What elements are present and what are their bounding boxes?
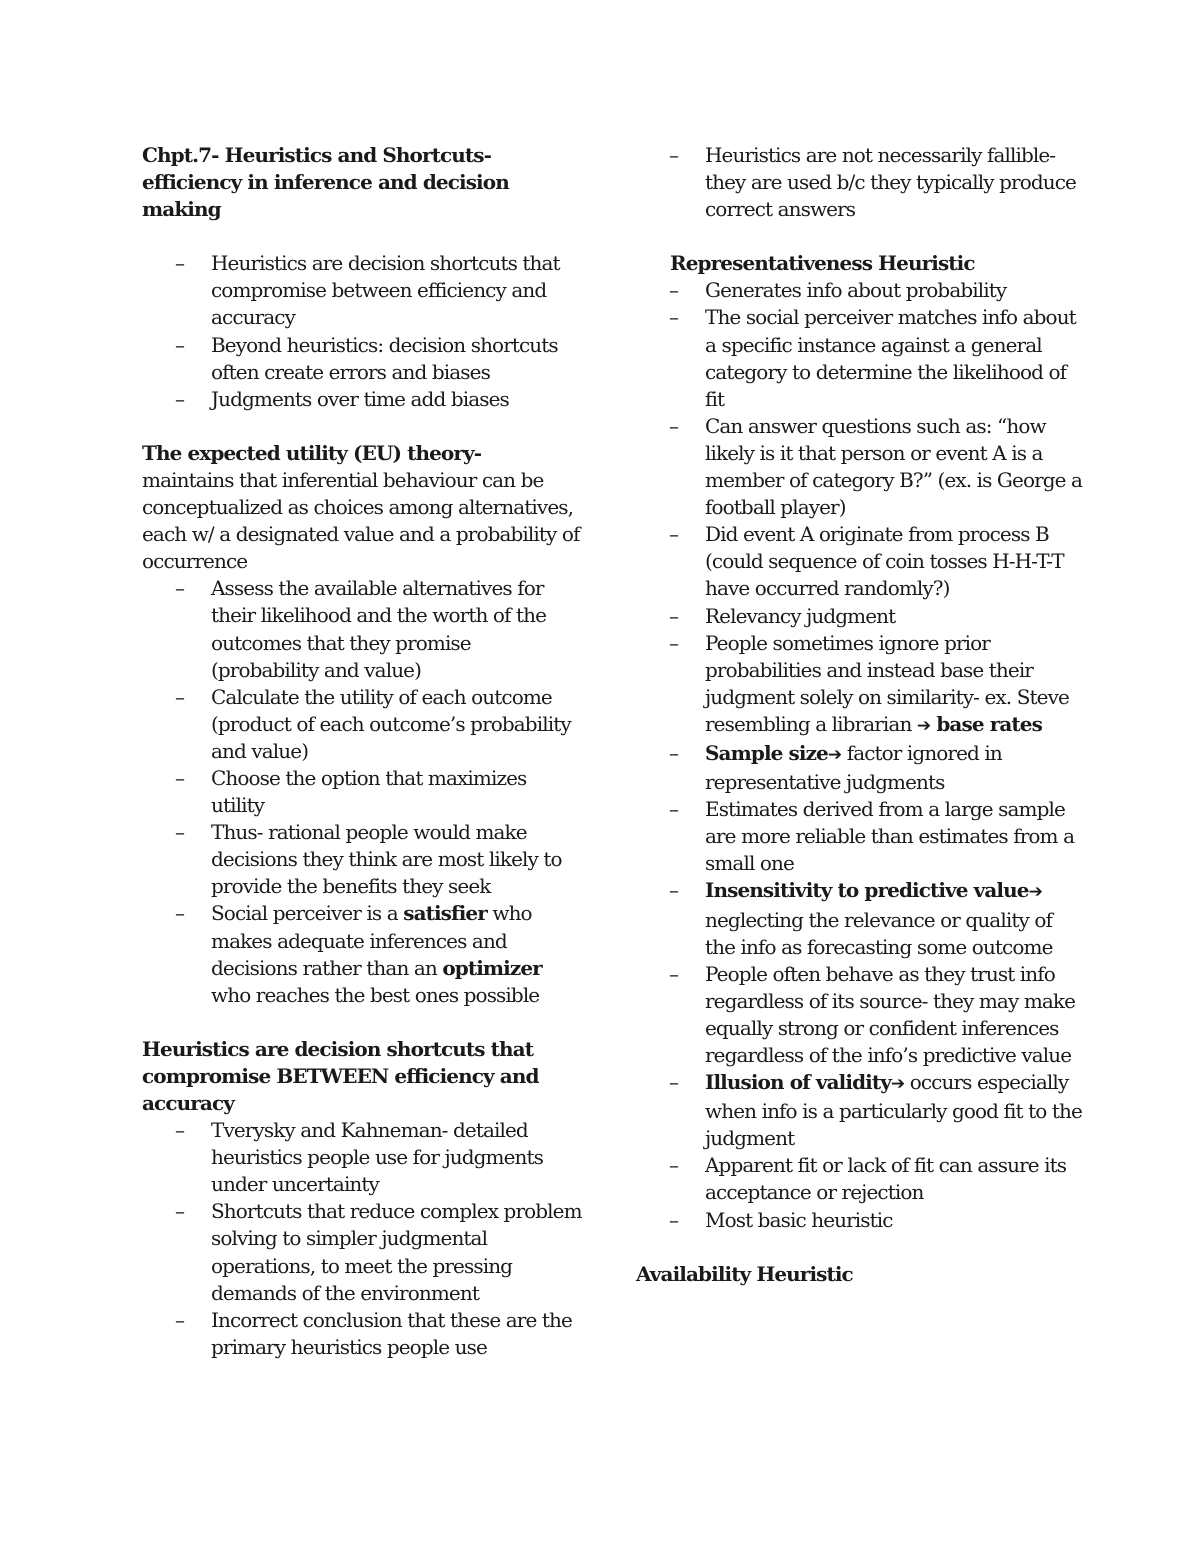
eu-list xyxy=(142,575,582,1009)
list-item-satisfier xyxy=(211,900,582,1008)
availability-heading: Availability Heuristic xyxy=(636,1261,853,1286)
list-item: – Choose the option that maximizes utility xyxy=(211,765,582,819)
spacer xyxy=(636,223,1086,250)
text-run: People sometimes ignore prior probabilities and instead base their judgment solely on similarity- ex. Steve resembling a librarian xyxy=(705,630,1069,736)
list-item: – Estimates derived from a large sample are more reliable than estimates from a small one xyxy=(705,796,1086,877)
spacer xyxy=(142,1009,582,1036)
intro-list xyxy=(142,250,582,413)
list-item: – Assess the available alternatives for their likelihood and the worth of the outcomes that they promise (probability and value) xyxy=(211,575,582,683)
list-item: – Beyond heuristics: decision shortcuts often create errors and biases xyxy=(211,332,582,386)
term-sample-size: Sample size xyxy=(705,740,828,765)
list-item: – Judgments over time add biases xyxy=(211,386,582,413)
heuristics-heading: Heuristics are decision shortcuts that compromise BETWEEN efficiency and accuracy xyxy=(142,1036,539,1115)
spacer xyxy=(636,1234,1086,1261)
arrow-icon: ➔ xyxy=(916,715,931,736)
term-satisfier: satisfier xyxy=(403,901,487,926)
top-list xyxy=(636,142,1086,223)
text-run: who makes adequate inferences and decisions rather than an xyxy=(211,901,532,980)
list-item-sample-size xyxy=(705,740,1086,796)
text-run: who reaches the best ones possible xyxy=(211,982,540,1007)
list-item: – Thus- rational people would make decisions they think are most likely to provide the benefits they seek xyxy=(211,819,582,900)
text-run: neglecting the relevance or quality of the info as forecasting some outcome xyxy=(705,907,1053,959)
list-item: – Incorrect conclusion that these are the primary heuristics people use xyxy=(211,1307,582,1361)
spacer xyxy=(142,413,582,440)
list-item: – Generates info about probability xyxy=(705,277,1086,304)
eu-paragraph xyxy=(142,440,582,575)
text-run: occurs especially when info is a particularly good fit to the judgment xyxy=(705,1070,1082,1151)
list-item: – Can answer questions such as: “how likely is it that person or event A is a member of category B?” (ex. is George a football player) xyxy=(705,413,1086,521)
arrow-icon: ➔ xyxy=(827,744,842,765)
list-item: – Tverysky and Kahneman- detailed heuristics people use for judgments under uncertainty xyxy=(211,1117,582,1198)
list-item: – The social perceiver matches info about a specific instance against a general category to determine the likelihood of fit xyxy=(705,304,1086,412)
left-column xyxy=(142,142,582,1361)
list-item-base-rates xyxy=(705,630,1086,740)
term-base-rates: base rates xyxy=(930,711,1042,736)
eu-heading: The expected utility (EU) theory- xyxy=(142,440,482,465)
list-item: – Heuristics are not necessarily fallible- they are used b/c they typically produce correct answers xyxy=(705,142,1086,223)
arrow-icon: ➔ xyxy=(1028,882,1042,903)
eu-text: maintains that inferential behaviour can be conceptualized as choices among alternatives, each w/ a designated value and a probability of occurrence xyxy=(142,467,580,574)
text-run: factor ignored in representative judgments xyxy=(705,740,1002,795)
list-item-insensitivity xyxy=(705,877,1086,960)
list-item: – People often behave as they trust info regardless of its source- they may make equally strong or confident inferences regardless of the info’s predictive value xyxy=(705,961,1086,1069)
list-item: – Did event A originate from process B (could sequence of coin tosses H-H-T-T have occurred randomly?) xyxy=(705,521,1086,602)
spacer xyxy=(142,223,582,250)
right-column xyxy=(636,142,1086,1288)
heuristics-list xyxy=(142,1117,582,1361)
representativeness-list xyxy=(636,277,1086,1233)
list-item: – Most basic heuristic xyxy=(705,1207,1086,1234)
list-item: – Shortcuts that reduce complex problem solving to simpler judgmental operations, to meet the pressing demands of the environment xyxy=(211,1198,582,1306)
chapter-title: Chpt.7- Heuristics and Shortcuts- efficiency in inference and decision making xyxy=(142,143,509,222)
term-illusion-of-validity: Illusion of validity xyxy=(705,1070,891,1095)
representativeness-heading: Representativeness Heuristic xyxy=(670,251,975,276)
list-item: – Calculate the utility of each outcome (product of each outcome’s probability and value) xyxy=(211,684,582,765)
text-run: Social perceiver is a xyxy=(211,901,404,926)
term-optimizer: optimizer xyxy=(442,955,542,980)
term-insensitivity: Insensitivity to predictive value xyxy=(705,878,1029,903)
list-item: – Relevancy judgment xyxy=(705,603,1086,630)
list-item: – Apparent fit or lack of fit can assure its acceptance or rejection xyxy=(705,1152,1086,1206)
list-item-illusion xyxy=(705,1069,1086,1152)
arrow-icon: ➔ xyxy=(890,1074,905,1095)
list-item: – Heuristics are decision shortcuts that compromise between efficiency and accuracy xyxy=(211,250,582,331)
